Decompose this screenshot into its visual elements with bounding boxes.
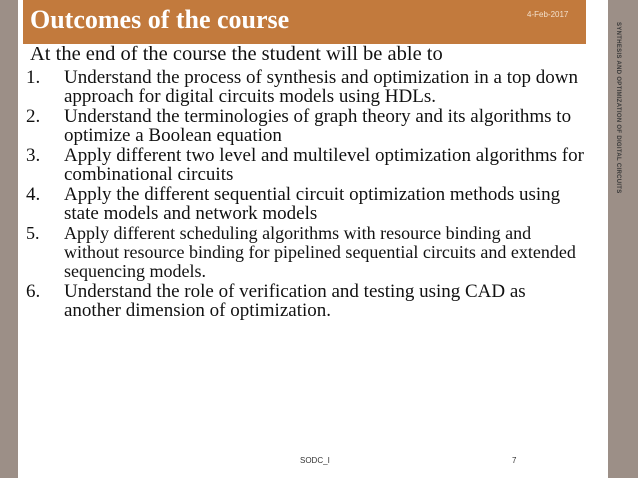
outcome-item-3 (26, 146, 586, 184)
outcome-text: Apply the different sequential circuit optimization methods using state models and network models (64, 184, 561, 224)
outcome-number: 4. (26, 184, 41, 205)
footer-label: SODC_I (300, 456, 330, 465)
outcome-item-6 (26, 282, 586, 320)
side-course-title: SYNTHESIS AND OPTIMIZATION OF DIGITAL CIRCUITS (615, 22, 621, 194)
slide-date: 4-Feb-2017 (527, 10, 569, 19)
outcome-text: Apply different scheduling algorithms with resource binding and without resource binding for pipelined sequential circuits and extended sequencing models. (64, 223, 576, 281)
intro-text: At the end of the course the student will be able to (30, 43, 443, 65)
outcome-number: 1. (26, 67, 41, 88)
outcome-item-5 (26, 224, 586, 281)
outcome-text: Apply different two level and multilevel optimization algorithms for combinational circuits (64, 145, 584, 185)
outcome-item-1 (26, 68, 586, 106)
slide-title: Outcomes of the course (30, 5, 290, 34)
outcome-number: 2. (26, 106, 41, 127)
outcome-number: 5. (26, 223, 40, 243)
outcome-item-4 (26, 185, 586, 223)
outcome-text: Understand the terminologies of graph theory and its algorithms to optimize a Boolean equation (64, 106, 572, 146)
page-number: 7 (512, 456, 517, 465)
outcome-item-2 (26, 107, 586, 145)
left-decorative-bar (0, 0, 18, 478)
outcome-number: 3. (26, 145, 41, 166)
outcome-text: Understand the process of synthesis and optimization in a top down approach for digital circuits models using HDLs. (64, 67, 578, 107)
outcome-number: 6. (26, 281, 41, 302)
outcomes-list (26, 68, 586, 321)
outcome-text: Understand the role of verification and testing using CAD as another dimension of optimization. (64, 281, 526, 321)
